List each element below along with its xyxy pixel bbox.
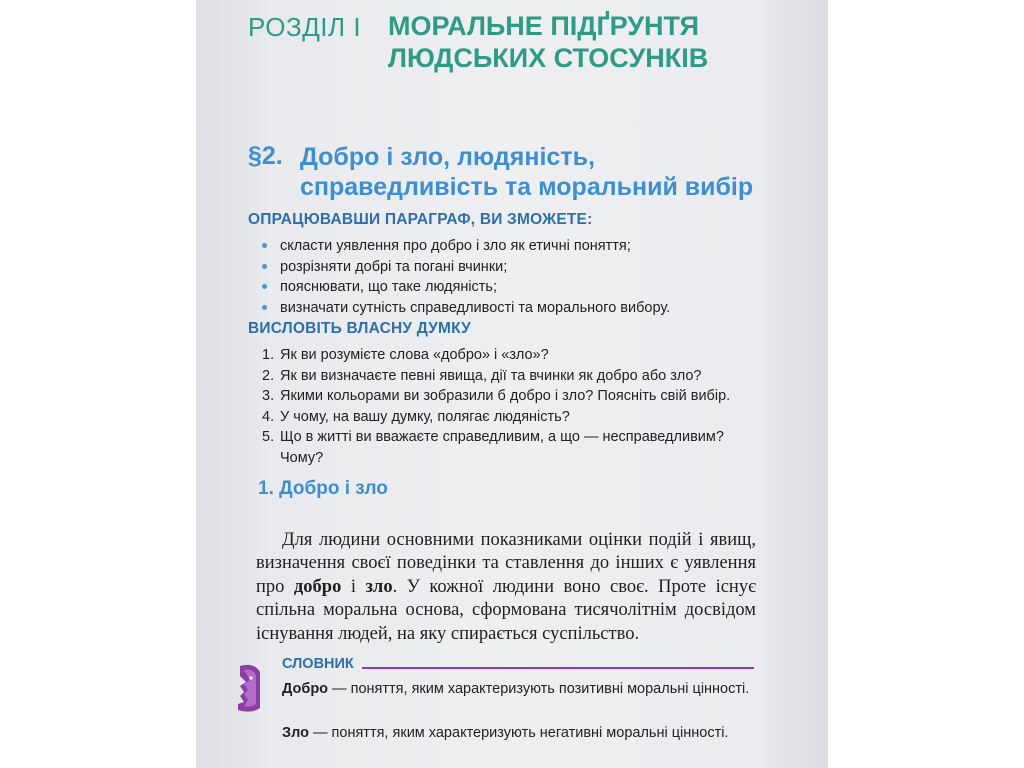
question-text: Як ви визначаєте певні явища, дії та вчинки як добро або зло? — [280, 367, 702, 384]
question-text: Якими кольорами ви зобразили б добро і зло? Поясніть свій вибір. — [280, 388, 731, 404]
glossary-definition: — поняття, яким характеризують позитивні моральні цінності. — [328, 681, 750, 697]
glossary-head-icon — [234, 664, 262, 714]
question-text: У чому, на вашу думку, полягає людяність? — [280, 408, 570, 425]
chapter-title — [388, 10, 708, 74]
glossary-title: СЛОВНИК — [282, 656, 354, 672]
section-title-line2: справедливість та моральний вибір — [300, 173, 754, 201]
glossary-entry — [282, 680, 760, 699]
body-paragraph — [256, 529, 756, 647]
glossary-entry — [282, 724, 760, 743]
objective-text: визначати сутність справедливості та морального вибору. — [280, 299, 671, 316]
list-item — [262, 366, 762, 387]
bullet-dot-icon — [262, 243, 267, 248]
bullet-dot-icon — [262, 264, 267, 269]
body-text-part1: Для людини основними показниками оцінки подій і явищ, визначення своєї поведінки та ставлення до інших є уявлення про — [256, 529, 756, 597]
list-item — [262, 386, 762, 407]
section-title — [300, 142, 753, 202]
list-item — [258, 257, 670, 278]
chapter-title-line1: МОРАЛЬНЕ ПІДҐРУНТЯ — [388, 11, 700, 41]
question-text: Що в житті ви вважаєте справедливим, а що — несправедливим? Чому? — [280, 429, 724, 466]
list-item — [258, 277, 670, 298]
objective-text: пояснювати, що таке людяність; — [280, 279, 498, 295]
opinion-heading: ВИСЛОВІТЬ ВЛАСНУ ДУМКУ — [248, 320, 471, 337]
objectives-heading: ОПРАЦЮВАВШИ ПАРАГРАФ, ВИ ЗМОЖЕТЕ: — [248, 211, 593, 228]
objective-text: скласти уявлення про добро і зло як етичні поняття; — [280, 238, 631, 254]
list-item — [258, 236, 670, 257]
list-item — [262, 407, 762, 428]
section-number: §2. — [248, 142, 283, 170]
question-number: 1. — [262, 347, 275, 363]
question-number: 5. — [262, 429, 275, 445]
glossary-term: Добро — [282, 681, 329, 697]
list-item — [262, 345, 762, 366]
glossary-divider — [362, 667, 754, 669]
body-text-part3: . У кожної людини воно своє. Проте існує спільна моральна основа, сформована тисячолітнім досвідом існування людей, на яку спирається суспільство. — [256, 576, 757, 644]
objectives-list — [258, 236, 670, 318]
body-text-part2: і — [341, 576, 366, 597]
chapter-title-line2: ЛЮДСЬКИХ СТОСУНКІВ — [388, 43, 709, 73]
question-number: 2. — [262, 367, 275, 384]
term-good: добро — [293, 576, 342, 597]
textbook-page — [196, 0, 828, 768]
bullet-dot-icon — [262, 305, 267, 310]
question-number: 4. — [262, 408, 275, 425]
list-item — [262, 427, 762, 468]
question-number: 3. — [262, 388, 275, 404]
question-text: Як ви розумієте слова «добро» і «зло»? — [280, 347, 549, 363]
objective-text: розрізняти добрі та погані вчинки; — [280, 258, 508, 275]
list-item — [258, 298, 670, 319]
section-title-line1: Добро і зло, людяність, — [300, 143, 595, 171]
chapter-label: РОЗДІЛ І — [248, 12, 362, 42]
chapter-header — [248, 10, 808, 76]
term-evil: зло — [365, 576, 393, 597]
subsection-title: 1. Добро і зло — [258, 478, 388, 499]
bullet-dot-icon — [262, 284, 267, 289]
glossary-term: Зло — [282, 725, 309, 741]
glossary-definition: — поняття, яким характеризують негативні моральні цінності. — [308, 725, 729, 741]
questions-list — [262, 345, 762, 468]
